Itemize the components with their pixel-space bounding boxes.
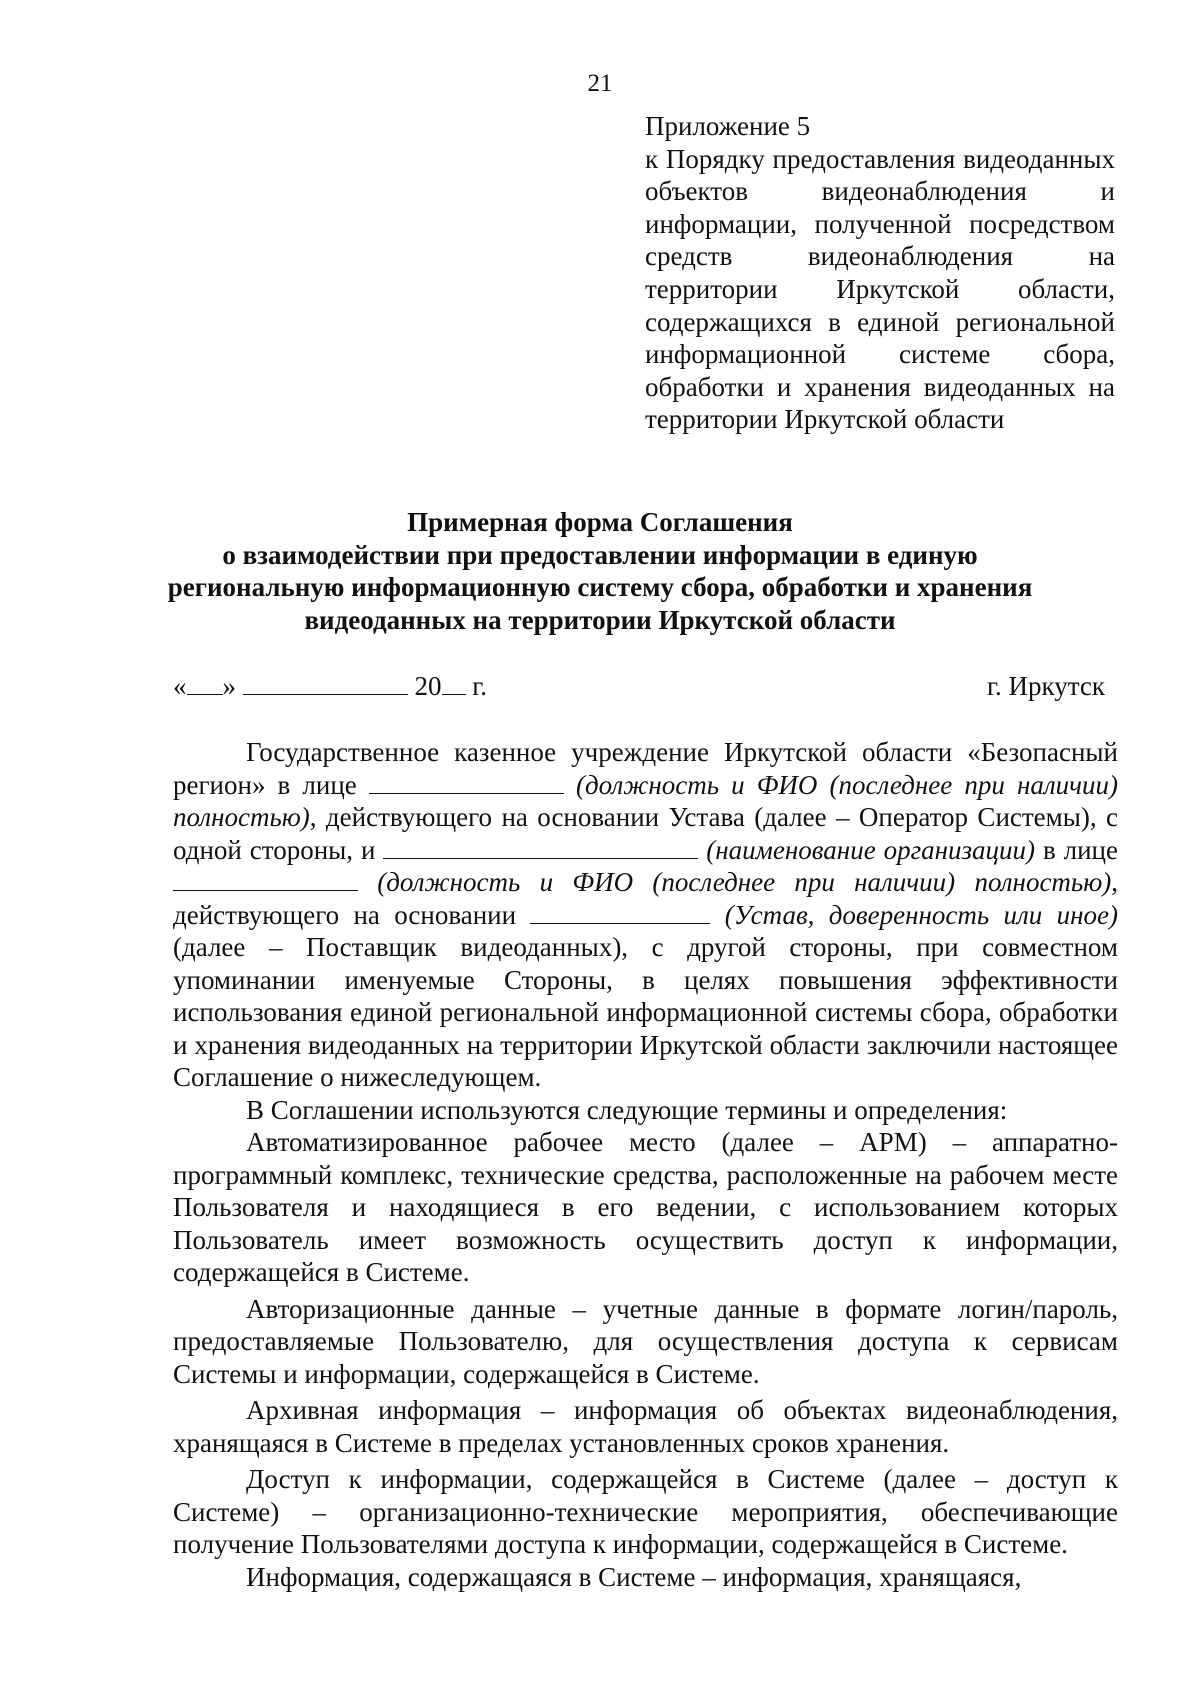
- date-place-line: [173, 669, 1105, 703]
- document-title: [150, 506, 1050, 636]
- preamble-text-2: , действующего на основании Устава (далее – Оператор Системы), с одной стороны, и: [173, 802, 1118, 865]
- preamble-hint-1: (должность и ФИО (последнее при наличии) полностью): [173, 769, 1119, 832]
- title-line-3: региональную информационную систему сбора, обработки и хранения: [167, 572, 1033, 602]
- term-arm-paragraph: Автоматизированное рабочее место (далее – АРМ) – аппаратно-программный комплекс, технические средства, расположенные на рабочем месте Пользователя и находящиеся в его ведении, с использованием которых Пользователь имеет возможность осуществить доступ к информации, содержащейся в Системе.: [173, 1127, 1118, 1287]
- preamble-paragraph: [173, 736, 1118, 1094]
- preamble-text-5: (далее – Поставщик видеоданных), с другой стороны, при совместном упоминании именуемые Стороны, в целях повышения эффективности использования единой региональной информационной системы сбора, обработки и хранения видеоданных на территории Иркутской области заключили настоящее Соглашение о нижеследующем.: [173, 932, 1118, 1092]
- term-auth-data-paragraph: Авторизационные данные – учетные данные в формате логин/пароль, предоставляемые Пользователю, для осуществления доступа к сервисам Системы и информации, содержащейся в Системе.: [173, 1293, 1118, 1389]
- title-line-4: видеоданных на территории Иркутской области: [304, 604, 896, 635]
- close-quote: »: [222, 671, 236, 701]
- preamble-hint-3: (должность и ФИО (последнее при наличии) полностью): [358, 867, 1112, 897]
- fill-blank-position: [369, 769, 564, 794]
- year-blank: [442, 670, 466, 695]
- fill-blank-representative: [173, 866, 358, 891]
- page-number: 21: [587, 70, 613, 97]
- year-suffix: г.: [465, 671, 488, 701]
- city-label: г. Иркутск: [987, 671, 1105, 701]
- fill-blank-basis: [530, 899, 710, 924]
- agreement-body: [173, 736, 1118, 1593]
- preamble-text-4: , действующего на основании: [173, 867, 1118, 930]
- term-access-paragraph: Доступ к информации, содержащейся в Системе (далее – доступ к Системе) – организационно-технические мероприятия, обеспечивающие получение Пользователями доступа к информации, содержащейся в Системе.: [173, 1464, 1118, 1559]
- date-field: [173, 669, 487, 703]
- preamble-hint-2: (наименование организации): [698, 834, 1036, 865]
- fill-blank-organization: [383, 834, 698, 859]
- term-information-paragraph: Информация, содержащаяся в Системе – информация, хранящаяся,: [246, 1561, 1022, 1592]
- title-line-1: Примерная форма Соглашения: [407, 507, 793, 537]
- appendix-text: к Порядку предоставления видеоданных объектов видеонаблюдения и информации, полученной посредством средств видеонаблюдения на территории Иркутской области, содержащихся в единой региональной информационной системе сбора, обработки и хранения видеоданных на территории Иркутской области: [645, 143, 1115, 435]
- month-blank: [243, 670, 408, 695]
- preamble-hint-4: (Устав, доверенность или иное): [710, 899, 1119, 930]
- day-blank: [187, 670, 223, 695]
- term-archive-paragraph: Архивная информация – информация об объектах видеонаблюдения, хранящаяся в Системе в пределах установленных сроков хранения.: [173, 1395, 1118, 1458]
- open-quote: «: [173, 671, 187, 701]
- appendix-block: [645, 110, 1115, 436]
- preamble-text-3: в лице: [1035, 834, 1118, 865]
- year-prefix: 20: [414, 671, 442, 701]
- terms-intro-paragraph: В Соглашении используются следующие термины и определения:: [246, 1094, 1008, 1125]
- appendix-heading: Приложение 5: [645, 111, 811, 141]
- title-line-2: о взаимодействии при предоставлении информации в единую: [222, 539, 978, 570]
- preamble-text-1: Государственное казенное учреждение Иркутской области «Безопасный регион» в лице: [173, 737, 1118, 800]
